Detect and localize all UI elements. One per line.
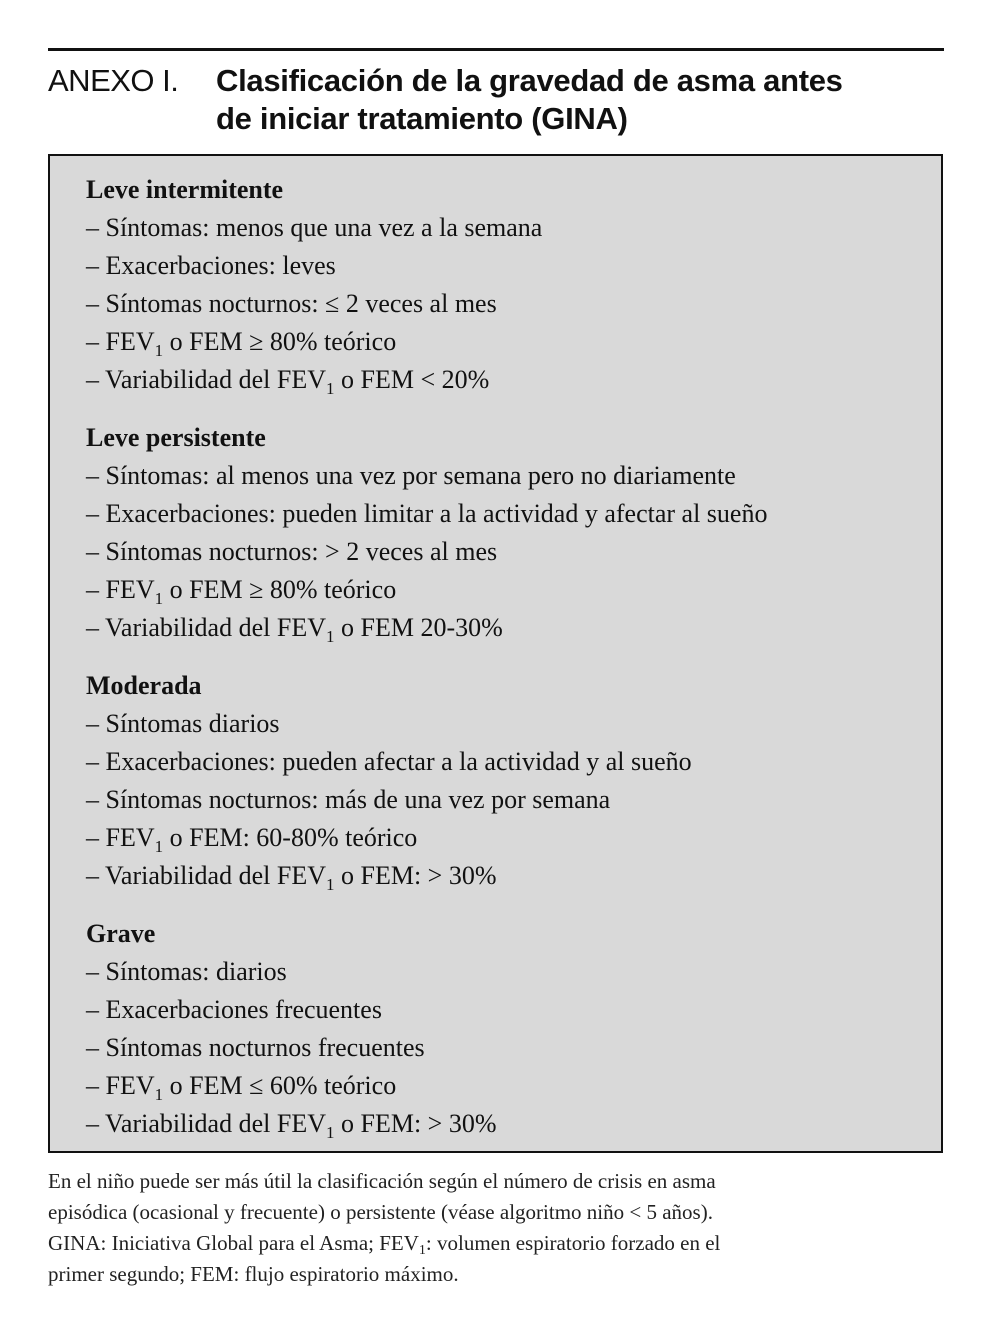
severity-heading: Leve intermitente: [86, 175, 284, 204]
criterion-item: – Síntomas nocturnos frecuentes: [86, 1033, 425, 1062]
criterion-item: – $FEV_1$ o FEM ≤ 60% teórico: [86, 1071, 397, 1104]
severity-section: [86, 171, 926, 399]
criterion-item: – Síntomas: diarios: [86, 957, 287, 986]
annex-heading-line-1: Clasificación de la gravedad de asma antes: [216, 63, 843, 98]
annex-heading: [216, 62, 843, 138]
criterion-item: – Exacerbaciones frecuentes: [86, 995, 382, 1024]
criterion-item: – Exacerbaciones: pueden afectar a la actividad y al sueño: [86, 747, 692, 776]
footnote-line: episódica (ocasional y frecuente) o persistente (véase algoritmo niño < 5 años).: [48, 1200, 713, 1224]
criterion-item: – Síntomas nocturnos: más de una vez por semana: [86, 785, 611, 814]
footnote: [48, 1166, 938, 1290]
criterion-item: – $FEV_1$ o FEM ≥ 80% teórico: [86, 575, 397, 608]
criterion-item: – $FEV_1$ o FEM: 60-80% teórico: [86, 823, 418, 856]
criterion-item: – Síntomas diarios: [86, 709, 280, 738]
severity-heading: Leve persistente: [86, 423, 266, 452]
top-rule: [48, 48, 944, 51]
annex-label: ANEXO I.: [48, 63, 179, 98]
severity-section: [86, 667, 926, 895]
criterion-item: – $FEV_1$ o FEM ≥ 80% teórico: [86, 327, 397, 360]
severity-heading: Moderada: [86, 671, 202, 700]
criterion-item: – Síntomas nocturnos: ≤ 2 veces al mes: [86, 289, 497, 318]
criterion-item: – Variabilidad del $FEV_1$ o FEM < 20%: [86, 365, 490, 398]
criterion-item: – Exacerbaciones: pueden limitar a la actividad y afectar al sueño: [86, 499, 768, 528]
criterion-item: – Síntomas nocturnos: > 2 veces al mes: [86, 537, 498, 566]
footnote-line: En el niño puede ser más útil la clasificación según el número de crisis en asma: [48, 1169, 716, 1193]
criterion-item: – Síntomas: menos que una vez a la semana: [86, 213, 543, 242]
severity-section: [86, 419, 926, 647]
criterion-item: – Exacerbaciones: leves: [86, 251, 336, 280]
classification-box: [48, 154, 943, 1153]
annex-heading-line-2: de iniciar tratamiento (GINA): [216, 101, 628, 136]
criterion-item: – Variabilidad del $FEV_1$ o FEM: > 30%: [86, 1109, 497, 1142]
criterion-item: – Variabilidad del $FEV_1$ o FEM: > 30%: [86, 861, 497, 894]
criterion-item: – Variabilidad del $FEV_1$ o FEM 20-30%: [86, 613, 503, 646]
criterion-item: – Síntomas: al menos una vez por semana pero no diariamente: [86, 461, 736, 490]
footnote-line: primer segundo; FEM: flujo espiratorio máximo.: [48, 1262, 459, 1286]
severity-section: [86, 915, 926, 1143]
footnote-line: GINA: Iniciativa Global para el Asma; $FEV_1$: volumen espiratorio forzado en el: [48, 1231, 721, 1258]
classification-sections: [86, 171, 926, 1163]
severity-heading: Grave: [86, 919, 156, 948]
